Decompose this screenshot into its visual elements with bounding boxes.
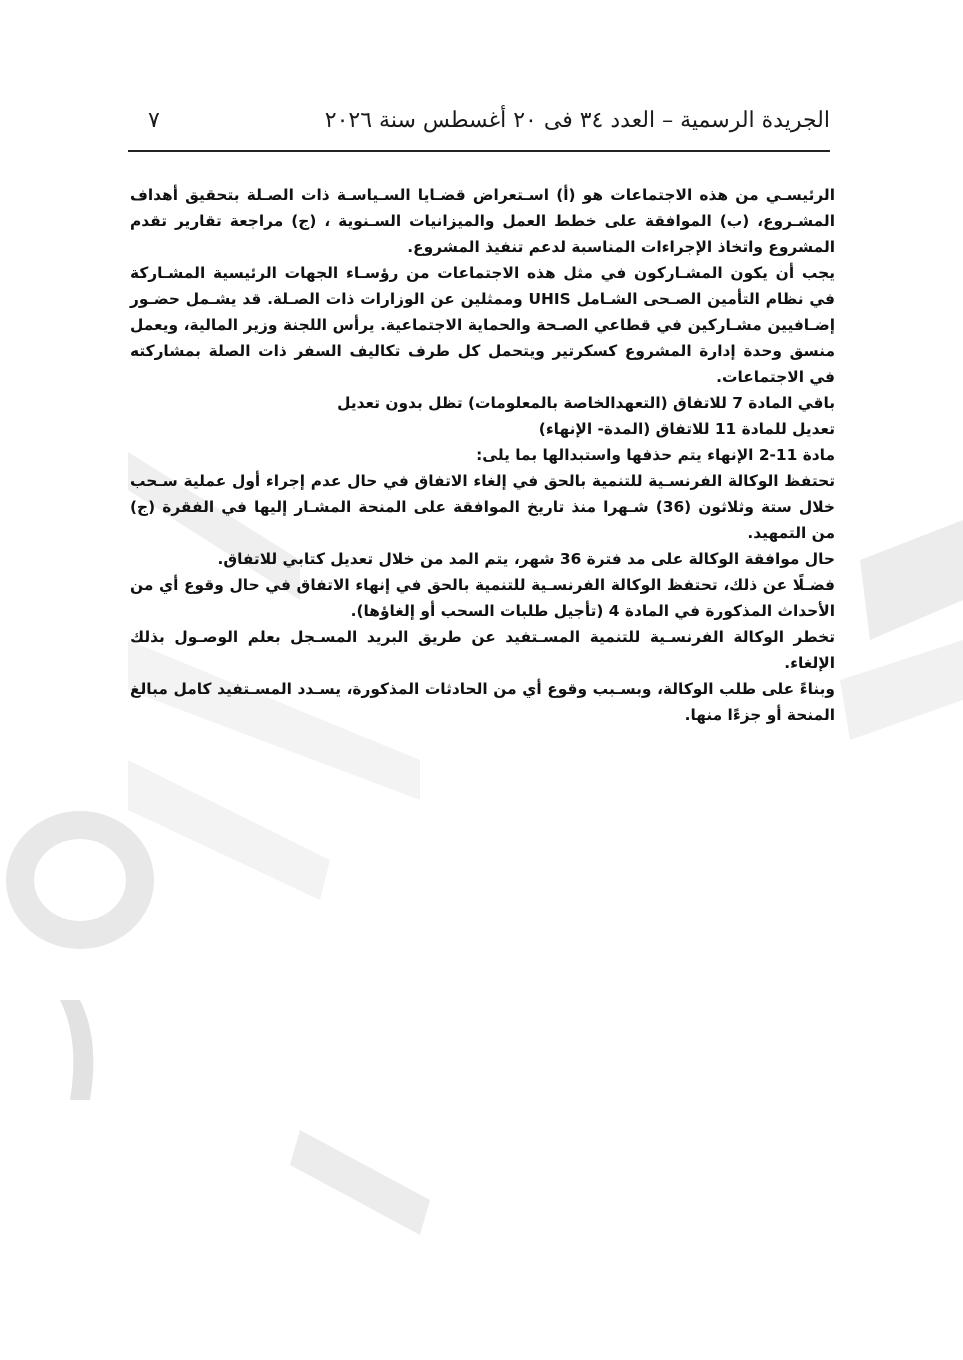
paragraph-cancellation-right: تحتفظ الوكالة الفرنسـية للتنمية بالحق في إلغاء الاتفاق في حال عدم إجراء أول عملية سـحب خلال ستة وثلاثون (36) شـهرا منذ تاريخ الموافقة على المنحة المشـار إليها في الفقرة (ج) من التمهيد. (130, 472, 835, 542)
paragraph-repayment: وبناءً على طلب الوكالة، وبسـبب وقوع أي من الحادثات المذكورة، يسـدد المسـتفيد كامل مبالغ المنحة أو جزءًا منها. (130, 680, 835, 724)
paragraph-termination-right: فضـلًا عن ذلك، تحتفظ الوكالة الفرنسـية للتنمية بالحق في إنهاء الاتفاق في حال وقوع أي من الأحداث المذكورة في المادة 4 (تأجيل طلبات السحب أو إلغاؤها). (130, 576, 835, 620)
paragraph-article-11-heading: تعديل للمادة 11 للاتفاق (المدة- الإنهاء) (538, 420, 835, 438)
paragraph-meeting-participants: يجب أن يكون المشـاركون في مثل هذه الاجتماعات من رؤسـاء الجهات الرئيسية المشـاركة في نظام التأمين الصـحى الشـامل UHIS وممثلين عن الوزارات ذات الصـلة. قد يشـمل حضـور إضـافيين مشـاركين في قطاعي الصـحة والحماية الاجتماعية. يرأس اللجنة وزير المالية، ويعمل منسق وحدة إدارة المشروع كسكرتير ويتحمل كل طرف تكاليف السفر ذات الصلة بمشاركته في الاجتماعات. (130, 264, 835, 386)
paragraph-article-7-unchanged: باقي المادة 7 للاتفاق (التعهدالخاصة بالمعلومات) تظل بدون تعديل (337, 394, 835, 412)
gazette-title: الجريدة الرسمية – العدد ٣٤ فى ٢٠ أغسطس سنة ٢٠٢٦ (324, 108, 830, 133)
paragraph-article-11-2: مادة 11-2 الإنهاء يتم حذفها واستبدالها بما يلى: (476, 446, 835, 464)
document-body (130, 182, 835, 728)
paragraph-notification: تخطر الوكالة الفرنسـية للتنمية المسـتفيد عن طريق البريد المسـجل بعلم الوصـول بذلك الإلغاء. (130, 628, 835, 672)
paragraph-meeting-purpose: الرئيسـي من هذه الاجتماعات هو (أ) اسـتعراض قضـايا السـياسـة ذات الصـلة بتحقيق أهداف المشـروع، (ب) الموافقة على خطط العمل والميزانيات السـنوية ، (ج) مراجعة تقارير تقدم المشروع واتخاذ الإجراءات المناسبة لدعم تنفيذ المشروع. (130, 186, 835, 256)
page-number: ٧ (148, 108, 160, 133)
header-divider (128, 150, 830, 152)
page-header (130, 108, 830, 144)
paragraph-extension: حال موافقة الوكالة على مد فترة 36 شهر، يتم المد من خلال تعديل كتابي للاتفاق. (217, 550, 835, 568)
